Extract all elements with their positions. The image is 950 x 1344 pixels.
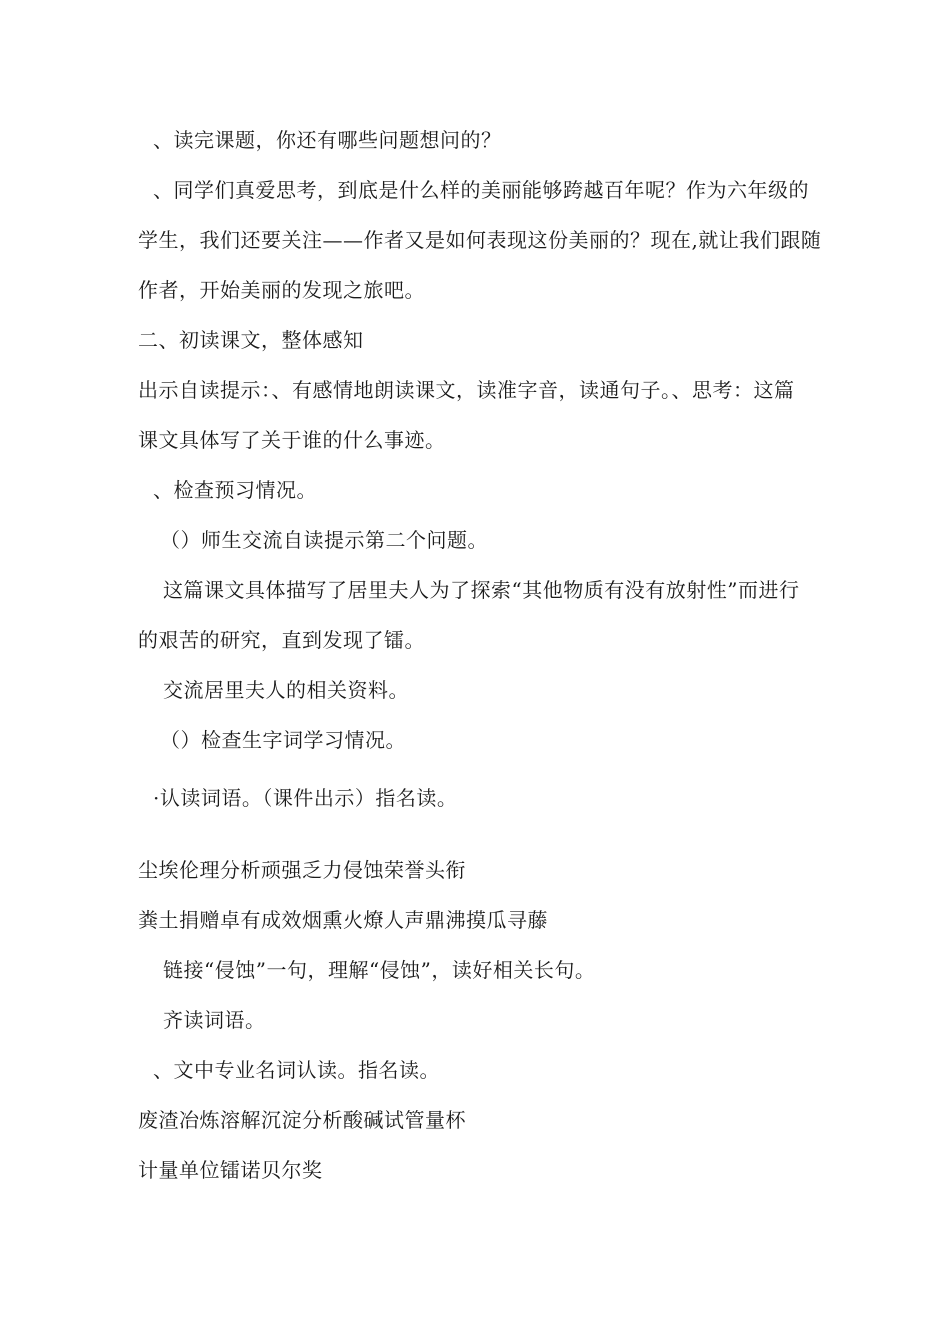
section-heading: 二、初读课文，整体感知 (138, 328, 364, 352)
text-line-2: 、同学们真爱思考，到底是什么样的美丽能够跨越百年呢？作为六年级的 (153, 178, 809, 202)
vocab-line-2: 粪土捐赠卓有成效烟熏火燎人声鼎沸摸瓜寻藤 (138, 908, 548, 932)
text-line-18: 齐读词语。 (163, 1008, 266, 1032)
text-line-6: 出示自读提示：、有感情地朗读课文，读准字音，读通句子。、思考：这篇 (138, 378, 795, 402)
text-line-19: 、文中专业名词认读。指名读。 (153, 1058, 440, 1082)
text-line-7: 课文具体写了关于谁的什么事迹。 (138, 428, 446, 452)
text-line-13: （）检查生字词学习情况。 (160, 728, 406, 752)
text-line-11: 的艰苦的研究，直到发现了镭。 (138, 628, 425, 652)
text-line-4: 作者，开始美丽的发现之旅吧。 (138, 278, 425, 302)
text-line-14: ·认读词语。（课件出示）指名读。 (153, 786, 458, 810)
text-line-17: 链接“侵蚀”一句，理解“侵蚀”，读好相关长句。 (163, 958, 596, 982)
text-line-10: 这篇课文具体描写了居里夫人为了探索“其他物质有没有放射性”而进行 (163, 578, 800, 602)
vocab-line-3: 废渣冶炼溶解沉淀分析酸碱试管量杯 (138, 1108, 466, 1132)
text-line-12: 交流居里夫人的相关资料。 (163, 678, 409, 702)
text-line-9: （）师生交流自读提示第二个问题。 (160, 528, 488, 552)
vocab-line-4: 计量单位镭诺贝尔奖 (138, 1158, 323, 1182)
vocab-line-1: 尘埃伦理分析顽强乏力侵蚀荣誉头衔 (138, 858, 466, 882)
text-line-8: 、检查预习情况。 (153, 478, 317, 502)
text-line-3: 学生，我们还要关注——作者又是如何表现这份美丽的？现在,就让我们跟随 (138, 228, 822, 252)
text-line-1: 、读完课题，你还有哪些问题想问的？ (153, 128, 502, 152)
